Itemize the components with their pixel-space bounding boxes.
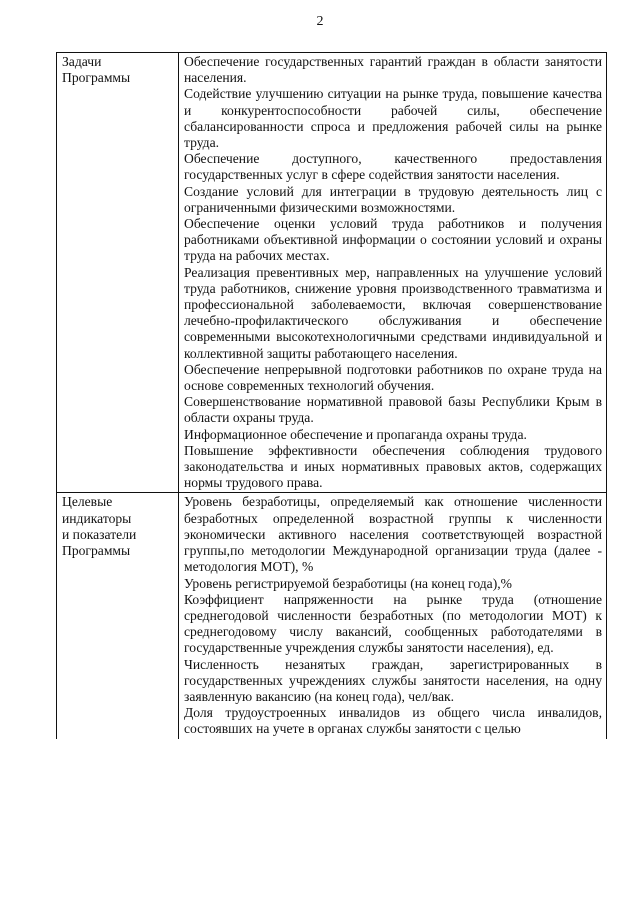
task-paragraph: Реализация превентивных мер, направленных на улучшение условий труда работников, снижение уровня производственного травматизма и профессиональной заболеваемости, включая совершенствование лечебно-профилактического обслуживания и обеспечение современными высокотехнологичными средствами индивидуальной и коллективной защиты работающего населения.	[184, 264, 602, 361]
row-label-text: Задачи Программы	[62, 54, 131, 86]
row-content-indicators	[179, 493, 607, 739]
row-label-tasks	[57, 53, 179, 493]
task-paragraph: Информационное обеспечение и пропаганда охраны труда.	[184, 426, 527, 442]
table-row-indicators	[57, 493, 607, 739]
page-number: 2	[316, 14, 324, 29]
task-paragraph: Создание условий для интеграции в трудовую деятельность лиц с ограниченными физическими возможностями.	[184, 183, 602, 215]
row-content-tasks	[179, 53, 607, 493]
indicator-paragraph: Доля трудоустроенных инвалидов из общего числа инвалидов, состоявших на учете в органах службы занятости с целью	[184, 705, 602, 737]
task-paragraph: Повышение эффективности обеспечения соблюдения трудового законодательства и иных нормативных правовых актов, содержащих нормы трудового права.	[184, 442, 602, 491]
task-paragraph: Обеспечение оценки условий труда работников и получения работниками объективной информации о состоянии условий и охраны труда на рабочих местах.	[184, 216, 602, 264]
task-paragraph: Обеспечение непрерывной подготовки работников по охране труда на основе современных технологий обучения.	[184, 361, 602, 394]
task-paragraph: Совершенствование нормативной правовой базы Республики Крым в области охраны труда.	[184, 394, 602, 426]
indicator-paragraph: Численность незанятых граждан, зарегистрированных в государственных учреждениях службы занятости населения, на одну заявленную вакансию (на конец года), чел/вак.	[184, 656, 602, 704]
row-label-indicators	[57, 493, 179, 739]
table-row-tasks	[57, 53, 607, 493]
row-label-text: Целевые индикаторы и показатели Программы	[62, 494, 137, 559]
task-paragraph: Обеспечение государственных гарантий граждан в области занятости населения.	[184, 54, 602, 86]
indicator-paragraph: Уровень безработицы, определяемый как отношение численности безработных определенной возрастной группы к численности экономически активного населения соответствующей возрастной группы,по методологии Международной организации труда (далее - методология МОТ), %	[184, 494, 602, 575]
indicator-paragraph: Коэффициент напряженности на рынке труда (отношение среднегодовой численности безработных (по методологии МОТ) к среднегодовому числу вакансий, сообщенных работодателями в государственные учреждения службы занятости населения), ед.	[184, 591, 602, 656]
task-paragraph: Содействие улучшению ситуации на рынке труда, повышение качества и конкурентоспособности рабочей силы, обеспечение сбалансированности спроса и предложения рабочей силы на рынке труда.	[184, 86, 602, 151]
indicator-paragraph: Уровень регистрируемой безработицы (на конец года),%	[184, 575, 512, 591]
program-table	[56, 52, 607, 739]
task-paragraph: Обеспечение доступного, качественного предоставления государственных услуг в сфере содействия занятости населения.	[184, 151, 602, 183]
